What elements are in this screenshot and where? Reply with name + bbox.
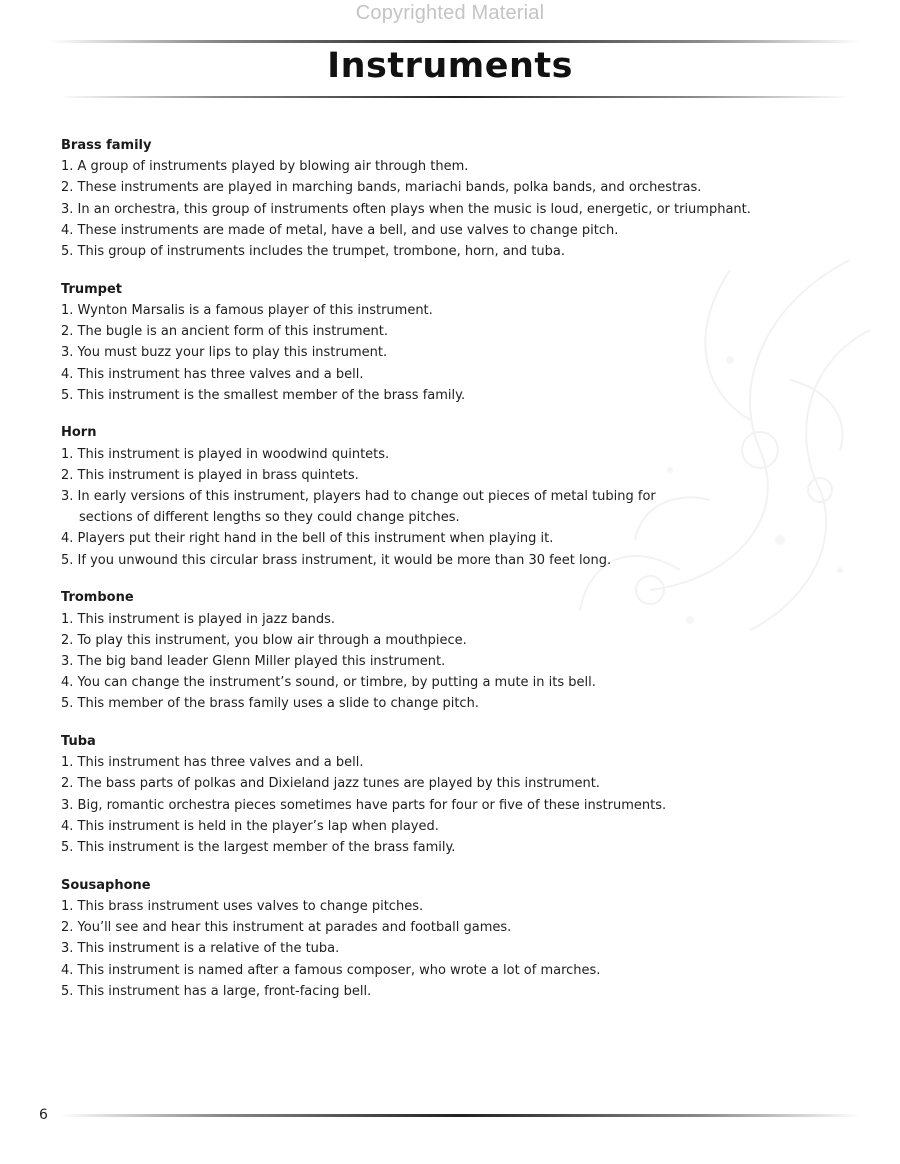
- section-heading: Trumpet: [61, 281, 122, 297]
- clue-text: 5. This instrument is the largest member of the brass family.: [61, 840, 456, 856]
- section-horn: [61, 422, 851, 570]
- section-trombone: [61, 587, 851, 714]
- clue-item: [61, 609, 851, 630]
- clue-text: 5. This instrument is the smallest member of the brass family.: [61, 387, 466, 403]
- clue-item: [61, 752, 851, 773]
- clue-text: 1. This instrument is played in jazz bands.: [61, 611, 336, 627]
- clue-item: [61, 486, 851, 528]
- clue-text: 5. If you unwound this circular brass instrument, it would be more than 30 feet long.: [61, 552, 612, 568]
- clue-item: [61, 321, 851, 342]
- clue-item: [61, 795, 851, 816]
- clue-text: 4. This instrument has three valves and a bell.: [61, 366, 364, 382]
- clue-text: 3. In early versions of this instrument, players had to change out pieces of metal tubing for: [61, 489, 656, 505]
- clue-text-continued: sections of different lengths so they could change pitches.: [79, 510, 460, 526]
- clue-text: 3. This instrument is a relative of the tuba.: [61, 941, 340, 957]
- section-heading: Brass family: [61, 138, 152, 153]
- clue-text: 2. These instruments are played in marching bands, mariachi bands, polka bands, and orchestras.: [61, 180, 702, 196]
- clue-item: [61, 651, 851, 672]
- clue-text: 1. A group of instruments played by blowing air through them.: [61, 159, 469, 175]
- clue-item: [61, 981, 851, 1002]
- clue-item: [61, 342, 851, 363]
- clue-item: [61, 364, 851, 385]
- clue-text: 2. You’ll see and hear this instrument at parades and football games.: [61, 920, 512, 936]
- clue-item: [61, 960, 851, 981]
- clue-text: 2. To play this instrument, you blow air through a mouthpiece.: [61, 632, 467, 648]
- clue-item: [61, 444, 851, 465]
- clue-item: [61, 528, 851, 549]
- clue-text: 5. This group of instruments includes the trumpet, trombone, horn, and tuba.: [61, 244, 565, 260]
- clue-text: 5. This instrument has a large, front-facing bell.: [61, 983, 372, 999]
- clue-item: [61, 465, 851, 486]
- clue-text: 4. You can change the instrument’s sound, or timbre, by putting a mute in its bell.: [61, 675, 596, 691]
- clue-text: 2. The bugle is an ancient form of this instrument.: [61, 324, 389, 340]
- clue-item: [61, 630, 851, 651]
- section-brass-family: [61, 135, 851, 262]
- clue-text: 3. The big band leader Glenn Miller played this instrument.: [61, 653, 446, 669]
- clue-item: [61, 177, 851, 198]
- clue-item: [61, 156, 851, 177]
- clue-text: 1. Wynton Marsalis is a famous player of this instrument.: [61, 302, 433, 318]
- clue-item: [61, 773, 851, 794]
- section-heading: Sousaphone: [61, 877, 151, 893]
- header-rule: [50, 40, 860, 43]
- clue-item: [61, 938, 851, 959]
- section-trumpet: [61, 279, 851, 406]
- clue-text: 4. This instrument is named after a famous composer, who wrote a lot of marches.: [61, 962, 601, 978]
- clue-item: [61, 199, 851, 220]
- clue-text: 1. This brass instrument uses valves to change pitches.: [61, 899, 424, 914]
- clue-text: 1. This instrument has three valves and a bell.: [61, 755, 364, 771]
- title-underline-rule: [60, 96, 850, 98]
- page-title: Instruments: [327, 46, 573, 86]
- clue-text: 4. Players put their right hand in the bell of this instrument when playing it.: [61, 531, 554, 547]
- clue-item: [61, 220, 851, 241]
- clue-item: [61, 385, 851, 406]
- clue-text: 2. This instrument is played in brass quintets.: [61, 467, 359, 483]
- clue-text: 4. These instruments are made of metal, have a bell, and use valves to change pitch.: [61, 222, 619, 238]
- clue-item: [61, 300, 851, 321]
- clue-item: [61, 693, 851, 714]
- clue-text: 3. You must buzz your lips to play this instrument.: [61, 345, 388, 361]
- clue-item: [61, 241, 851, 262]
- section-sousaphone: [61, 875, 851, 1002]
- copyright-watermark: Copyrighted Material: [355, 2, 545, 24]
- clue-text: 4. This instrument is held in the player’s lap when played.: [61, 818, 439, 834]
- questions-content: [61, 135, 851, 1019]
- clue-item: [61, 917, 851, 938]
- clue-text: 3. In an orchestra, this group of instruments often plays when the music is loud, energetic, or triumphant.: [61, 201, 751, 217]
- clue-text: 1. This instrument is played in woodwind quintets.: [61, 446, 390, 462]
- clue-text: 2. The bass parts of polkas and Dixieland jazz tunes are played by this instrument.: [61, 776, 600, 792]
- section-heading: Horn: [61, 425, 97, 441]
- footer-rule: [60, 1114, 860, 1117]
- clue-item: [61, 672, 851, 693]
- clue-item: [61, 816, 851, 837]
- section-heading: Tuba: [61, 734, 96, 750]
- section-tuba: [61, 731, 851, 858]
- clue-text: 5. This member of the brass family uses a slide to change pitch.: [61, 696, 479, 712]
- clue-item: [61, 837, 851, 858]
- clue-item: [61, 896, 851, 917]
- clue-item: [61, 550, 851, 571]
- page-number: 6: [39, 1107, 48, 1123]
- clue-text: 3. Big, romantic orchestra pieces sometimes have parts for four or five of these instruments.: [61, 797, 667, 813]
- section-heading: Trombone: [61, 590, 134, 606]
